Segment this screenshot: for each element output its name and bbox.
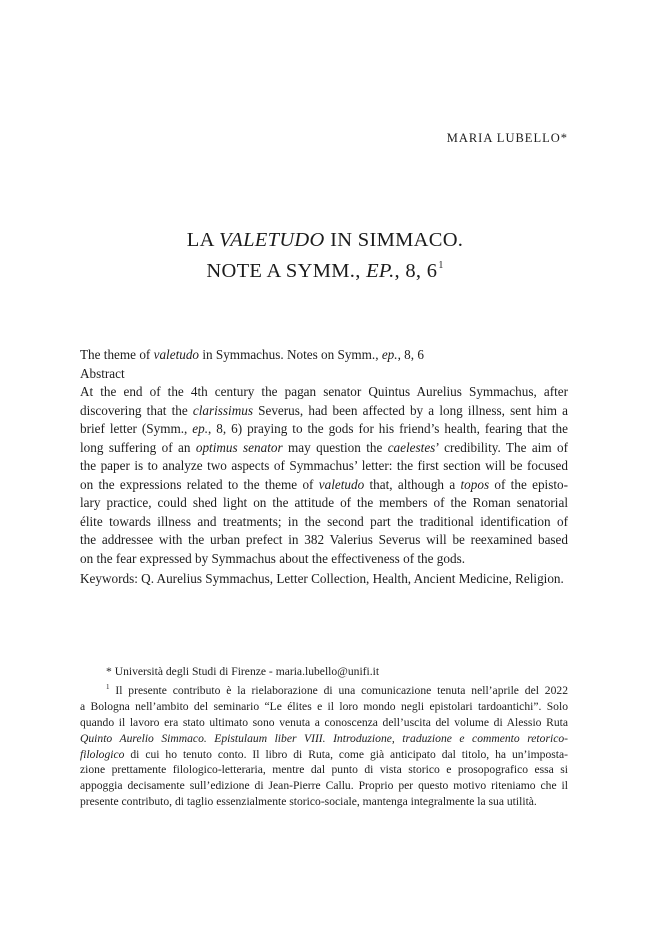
abstract-body: [80, 383, 568, 568]
footnote-line: Quinto Aurelio Simmaco. Epistulaum liber VIII. Introduzione, traduzione e commento retorico-: [80, 731, 568, 745]
abstract-line: the addressee with the urban prefect in 382 Valerius Severus will be reexamined based: [80, 532, 568, 547]
footnote-line: appoggia decisamente sull’edizione di Jean-Pierre Callu. Proprio per questo motivo riteniamo che il: [80, 779, 568, 793]
abstract-line: At the end of the 4th century the pagan senator Quintus Aurelius Symmachus, after: [80, 384, 568, 399]
title-line-1: LA VALETUDO IN SIMMACO.: [186, 229, 464, 251]
abstract-line: brief letter (Symm., ep., 8, 6) praying to the gods for his friend’s health, fearing that the: [80, 421, 568, 436]
keywords: Keywords: Q. Aurelius Symmachus, Letter Collection, Health, Ancient Medicine, Religion.: [80, 571, 564, 586]
footnote-line: a Bologna nell’ambito del seminario “Le élites e il loro mondo negli epistolari tardoantichi”. Solo: [80, 699, 568, 713]
abstract-line: on the expressions related to the theme of valetudo that, although a topos of the episto-: [80, 476, 568, 492]
footnote-line: filologico di cui ho tenuto conto. Il libro di Ruta, come già anticipato dal titolo, ha un’imposta-: [80, 747, 568, 761]
english-title: The theme of valetudo in Symmachus. Notes on Symm., ep., 8, 6: [80, 347, 424, 362]
footnote-affiliation: * Università degli Studi di Firenze - maria.lubello@unifi.it: [106, 665, 380, 678]
abstract-section: [80, 346, 568, 589]
abstract-line: on the fear expressed by Symmachus about the effectiveness of the gods.: [80, 550, 466, 566]
abstract-line: lary practice, could shed light on the attitude of the members of the Roman senatorial: [80, 495, 568, 510]
title-line-2: NOTE A SYMM., EP., 8, $6^1$: [206, 260, 444, 282]
footnote-line: zione prettamente filologico-letteraria, mentre dal punto di vista storico e prosopografico essa si: [80, 763, 568, 777]
author-name: MARIA LUBELLO*: [446, 131, 568, 145]
abstract-line: long suffering of an optimus senator may question the caelestes’ credibility. The aim of: [80, 439, 568, 455]
article-title: [80, 228, 570, 284]
footnote-marker: 1: [438, 260, 444, 271]
footnote-line: $^1$ Il presente contributo è la rielaborazione di una comunicazione tenuta nell’aprile del 2022: [106, 682, 568, 697]
abstract-line: élite towards illness and treatments; in the second part the traditional identification of: [80, 513, 568, 529]
abstract-line: discovering that the clarissimus Severus, had been affected by a long illness, sent him a: [80, 402, 568, 418]
abstract-line: the paper is to analyze two aspects of Symmachus’ letter: the first section will be focused: [80, 458, 568, 473]
footnote-line: presente contributo, di taglio essenzialmente storico-sociale, mantenga integralmente la sua utilità.: [80, 795, 537, 809]
footnote-line: quando il lavoro era stato ultimato sono venuta a conoscenza dell’uscita del volume di Alessio Ruta: [80, 715, 568, 729]
footnote-number: 1: [106, 682, 110, 691]
footnotes: [80, 664, 568, 810]
abstract-heading: Abstract: [80, 365, 125, 381]
